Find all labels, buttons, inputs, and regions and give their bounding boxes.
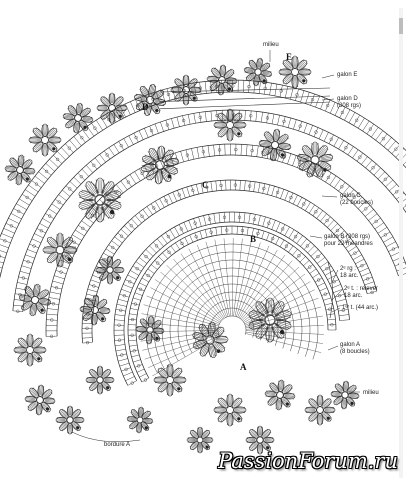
label-galon-c-sub: (22 boucles) <box>340 200 374 206</box>
mesh-spoke <box>206 242 228 317</box>
label-galon-a-sub: (8 boucles) <box>340 349 370 355</box>
scrollbar-thumb[interactable] <box>399 18 403 34</box>
flower-motif <box>171 75 201 105</box>
label-bordure: bordure A <box>104 442 131 448</box>
mesh-spoke <box>197 245 227 317</box>
mesh-spoke <box>240 255 285 319</box>
letter-a: A <box>240 362 247 372</box>
flower-motif <box>43 233 77 267</box>
flower-motif <box>24 384 57 417</box>
mesh-spoke <box>232 238 233 316</box>
label-galon-d: galon D <box>337 96 358 102</box>
letter-b: B <box>250 234 257 244</box>
letter-e: E <box>286 52 293 62</box>
mesh-spoke <box>224 238 231 316</box>
pointer-line <box>322 196 337 197</box>
mesh-spoke <box>234 239 243 316</box>
label-rang-2-sub: 18 arc. <box>340 273 359 279</box>
flower-motif <box>56 406 84 434</box>
flower-motif <box>16 281 53 318</box>
flower-motif <box>29 124 61 156</box>
label-galon-e: galon E <box>337 72 358 78</box>
letter-d: D <box>142 102 149 112</box>
mesh-spoke <box>161 272 222 321</box>
flower-motif <box>126 406 155 435</box>
flower-motif <box>97 93 127 123</box>
label-galon-b: galon B (308 rgs) <box>324 234 371 240</box>
flower-motif <box>14 334 46 366</box>
flower-motif <box>135 315 165 345</box>
mesh-spoke <box>152 337 220 376</box>
flower-motif <box>330 380 360 410</box>
label-rang-1-relever-sub: 18 arc. <box>344 293 363 299</box>
label-galon-a: galon A <box>340 342 361 348</box>
mesh-spoke <box>150 288 219 324</box>
flower-motif <box>297 142 334 178</box>
flower-motif <box>86 366 114 394</box>
mesh-spoke <box>235 240 252 316</box>
label-galon-b-sub: pour 22 méandres <box>324 241 373 247</box>
flower-motif <box>187 427 213 453</box>
mesh-spoke <box>173 259 223 319</box>
label-galon-c: galon C <box>340 193 361 199</box>
flower-motif <box>96 256 124 284</box>
label-rang-1: 1ᵉʳ t. (44 arc.) <box>342 305 379 311</box>
flower-motif <box>305 395 335 425</box>
pointer-line <box>310 236 322 238</box>
band-b <box>114 212 350 385</box>
mesh-ring <box>146 244 318 373</box>
flower-motif <box>154 364 186 396</box>
flower-motif <box>61 101 95 135</box>
pointer-line <box>322 75 334 78</box>
label-milieu-right: milieu <box>363 390 379 396</box>
label-milieu-top: milieu <box>263 42 279 48</box>
bordure-line <box>72 432 140 442</box>
letter-c: C <box>202 180 209 190</box>
scrollbar[interactable] <box>399 8 403 478</box>
mesh-spoke <box>144 305 219 326</box>
flower-motif <box>242 56 274 88</box>
site-watermark: PassionForum.ru <box>218 449 398 473</box>
label-rang-2: 2ᵉ rg : <box>340 266 356 272</box>
label-rang-1-relever: 2ᵉ t. : relever <box>344 286 378 292</box>
flower-motif <box>79 294 111 326</box>
flower-motif <box>131 81 169 119</box>
pointer-line <box>328 346 338 350</box>
flower-motif <box>214 394 246 426</box>
mesh-spoke <box>189 249 226 318</box>
flower-motif <box>264 379 297 412</box>
flower-motif <box>279 56 311 88</box>
flower-motif <box>4 154 37 187</box>
band-row <box>160 102 330 109</box>
label-galon-d-sub: (308 rgs) <box>337 103 362 109</box>
flower-motif <box>214 109 246 141</box>
band-d <box>13 110 406 313</box>
